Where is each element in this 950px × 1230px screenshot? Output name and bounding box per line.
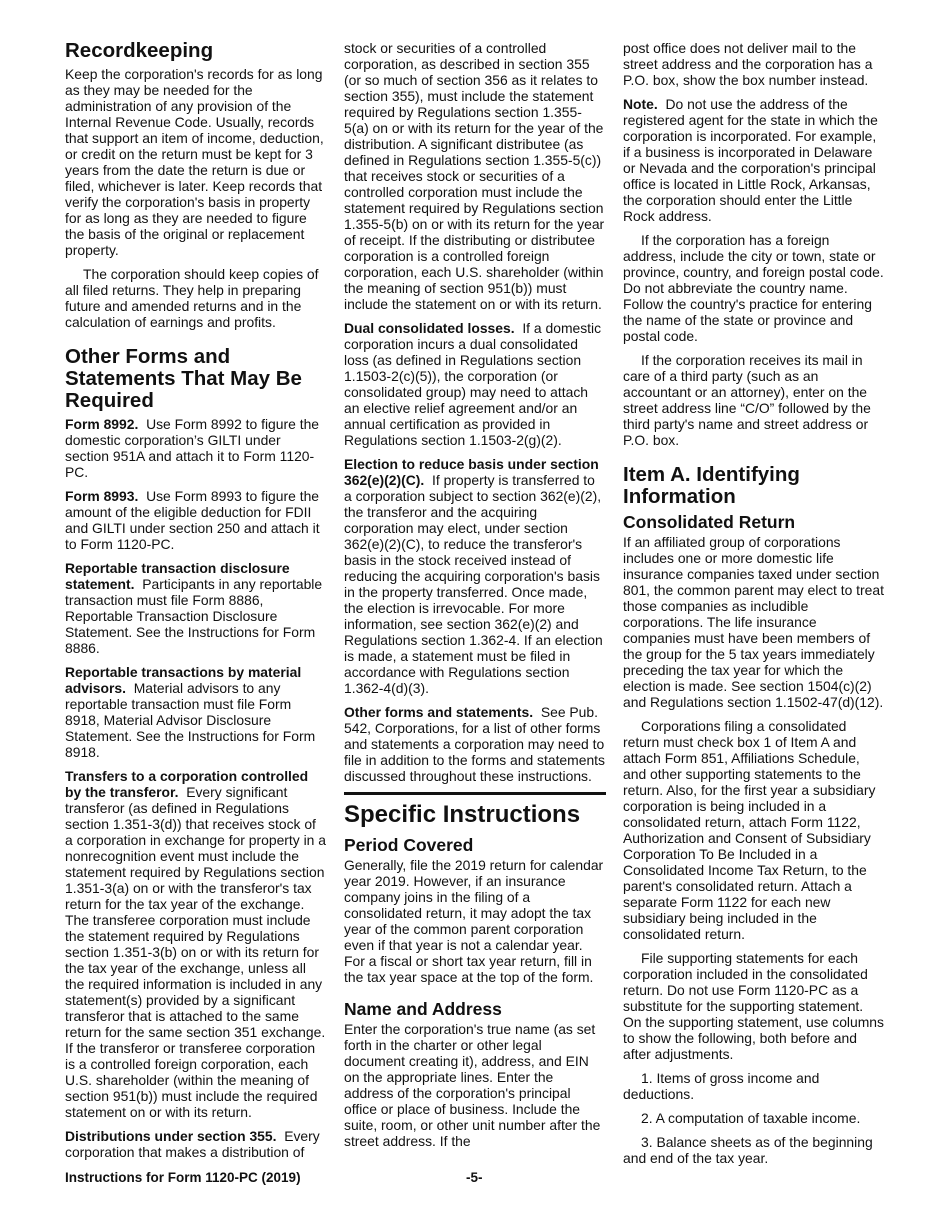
paragraph-transfers-controlled: [65, 768, 327, 1120]
paragraph-election-reduce-basis: [344, 456, 606, 696]
label-transfers-controlled: Transfers to a corporation controlled by the transferor.: [65, 768, 309, 800]
list-item-3: 3. Balance sheets as of the beginning and end of the tax year.: [623, 1134, 873, 1166]
label-material-advisors: Reportable transactions by material advisors.: [65, 664, 302, 696]
footer-form-title: Instructions for Form 1120-PC (2019): [65, 1170, 301, 1185]
text-distributions-355: Every corporation that makes a distribution of: [65, 1128, 320, 1160]
label-election-reduce-basis: Election to reduce basis under section 362(e)(2)(C).: [344, 456, 599, 488]
text-reportable-disclosure: Participants in any reportable transaction must file Form 8886, Reportable Transaction Disclosure Statement. See the Instructions for Form 8886.: [65, 576, 323, 656]
paragraph-distributions-continued: stock or securities of a controlled corporation, as described in section 355 (or so much of section 356 as it relates to section 355), must include the statement required by Regulations section 1.355-5(a) on or with its return for the year of the distribution. A significant distributee (as defined in Regulations section 1.355-5(c)) that receives stock or securities of a controlled corporation must include the statement required by Regulations section 1.355-5(b) on or with its return for the year of receipt. If the distributing or distributee corporation is a controlled foreign corporation, each U.S. shareholder (within the meaning of section 951(b)) must include the statement on or with its return.: [344, 40, 605, 312]
paragraph-note: [623, 96, 885, 224]
paragraph-reportable-disclosure: [65, 560, 327, 656]
column-left: [65, 40, 327, 1168]
text-form-8992: Use Form 8992 to figure the domestic corporation’s GILTI under section 951A and attach it to Form 1120-PC.: [65, 416, 320, 480]
label-other-forms-statements: Other forms and statements.: [344, 704, 534, 720]
label-reportable-disclosure: Reportable transaction disclosure statement.: [65, 560, 290, 592]
paragraph-supporting-statements: File supporting statements for each corporation included in the consolidated return. Do not use Form 1120-PC as a substitute for the supporting statement. On the supporting statement, use columns to show the following, both before and after adjustments.: [623, 950, 884, 1062]
paragraph-consolidated-filing: Corporations filing a consolidated return must check box 1 of Item A and attach Form 851, Affiliations Schedule, and other supporting statements to the return. Also, for the first year a subsidiary corporation is being included in a consolidated return, attach Form 1122, Authorization and Consent of Subsidiary Corporation To Be Included in a Consolidated Income Tax Return, to the parent's consolidated return. Attach a separate Form 1122 for each new subsidiary being included in the consolidated return.: [623, 718, 876, 942]
text-note: Do not use the address of the registered agent for the state in which the corporation is incorporated. For example, if a business is incorporated in Delaware or Nevada and the corporation's principal office is located in Little Rock, Arkansas, the corporation should enter the Little Rock address.: [623, 96, 878, 224]
paragraph-recordkeeping: Keep the corporation's records for as long as they may be needed for the administration of any provision of the Internal Revenue Code. Usually, records that support an item of income, deduction, or credit on the return must be kept for 3 years from the date the return is due or filed, whichever is later. Keep records that verify the corporation's basis in property for as long as they are needed to figure the basis of the original or replacement property.: [65, 66, 324, 258]
paragraph-distributions-355: [65, 1128, 327, 1160]
text-transfers-controlled: Every significant transferor (as defined in Regulations section 1.351-3(d)) that receives stock of a corporation in exchange for property in a nonrecognition event must include the statement required by Regulations section 1.351-3(a) on or with the transferor's tax return for the tax year of the exchange. The transferee corporation must include the statement required by Regulations section 1.351-3(b) on or with its return for the tax year of the exchange, unless all the required information is included in any statement(s) provided by a significant transferor that is attached to the same return for the same section 351 exchange. If the transferor or transferee corporation is a controlled foreign corporation, each U.S. shareholder (within the meaning of section 951(b)) must include the required statement on or with its return.: [65, 784, 326, 1120]
paragraph-other-forms-statements: [344, 704, 606, 784]
text-other-forms-statements: See Pub. 542, Corporations, for a list of other forms and statements a corporation may need to file in addition to the forms and statements discussed throughout these instructions.: [344, 704, 605, 784]
heading-specific-instructions: Specific Instructions: [344, 792, 606, 829]
column-right: [623, 40, 885, 1174]
heading-consolidated-return: Consolidated Return: [623, 512, 796, 532]
heading-recordkeeping: Recordkeeping: [65, 39, 214, 62]
label-form-8993: Form 8993.: [65, 488, 139, 504]
paragraph-period-covered: Generally, file the 2019 return for calendar year 2019. However, if an insurance company joins in the filing of a consolidated return, it may adopt the tax year of the common parent corporation even if that year is not a calendar year. For a fiscal or short tax year return, fill in the tax year space at the top of the form.: [344, 857, 604, 985]
text-election-reduce-basis: If property is transferred to a corporation subject to section 362(e)(2), the transferor and the acquiring corporation may elect, under section 362(e)(2)(C), to reduce the transferor's basis in the stock received instead of reducing the acquiring corporation's basis in the property transferred. Once made, the election is irrevocable. For more information, see section 362(e)(2) and Regulations section 1.362-4. If an election is made, a statement must be filed in accordance with Regulations section 1.362-4(d)(3).: [344, 472, 603, 696]
text-dual-consolidated: If a domestic corporation incurs a dual consolidated loss (as defined in Regulations section 1.1503-2(c)(5)), the corporation (or consolidated group) may need to attach an elective relief agreement and/or an annual certification as provided in Regulations section 1.1503-2(g)(2).: [344, 320, 602, 448]
paragraph-po-box: post office does not deliver mail to the street address and the corporation has a P.O. box, show the box number instead.: [623, 40, 873, 88]
paragraph-name-address: Enter the corporation's true name (as set forth in the charter or other legal document creating it), address, and EIN on the appropriate lines. Enter the address of the corporation's principal office or place of business. Include the suite, room, or other unit number after the street address. If the: [344, 1021, 601, 1149]
paragraph-form-8993: [65, 488, 327, 552]
text-material-advisors: Material advisors to any reportable transaction must file Form 8918, Material Advisor Disclosure Statement. See the Instructions for Form 8918.: [65, 680, 316, 760]
column-middle: [344, 40, 606, 1157]
label-dual-consolidated: Dual consolidated losses.: [344, 320, 515, 336]
heading-other-forms: Other Forms and Statements That May Be Required: [65, 345, 302, 412]
list-item-1: 1. Items of gross income and deductions.: [623, 1070, 820, 1102]
paragraph-care-of: If the corporation receives its mail in care of a third party (such as an accountant or an attorney), enter on the street address line “C/O” followed by the third party's name and street address or P.O. box.: [623, 352, 871, 448]
paragraph-affiliated-group: If an affiliated group of corporations includes one or more domestic life insurance companies taxed under section 801, the common parent may elect to treat those companies as includible corporations. The life insurance companies must have been members of the group for the 5 tax years immediately preceding the tax year for which the election is made. See section 1504(c)(2) and Regulations section 1.1502-47(d)(12).: [623, 534, 884, 710]
text-form-8993: Use Form 8993 to figure the amount of the eligible deduction for FDII and GILTI under section 250 and attach it to Form 1120-PC.: [65, 488, 320, 552]
paragraph-form-8992: [65, 416, 327, 480]
paragraph-foreign-address: If the corporation has a foreign address, include the city or town, state or province, country, and foreign postal code. Do not abbreviate the country name. Follow the country's practice for entering the name of the state or province and postal code.: [623, 232, 884, 344]
paragraph-material-advisors: [65, 664, 327, 760]
label-form-8992: Form 8992.: [65, 416, 139, 432]
paragraph-dual-consolidated: [344, 320, 606, 448]
paragraph-keep-copies: The corporation should keep copies of all filed returns. They help in preparing future and amended returns and in the calculation of earnings and profits.: [65, 266, 319, 330]
heading-name-address: Name and Address: [344, 999, 502, 1019]
label-distributions-355: Distributions under section 355.: [65, 1128, 277, 1144]
footer-page-number: -5-: [466, 1170, 483, 1185]
list-item-2: 2. A computation of taxable income.: [641, 1110, 861, 1126]
label-note: Note.: [623, 96, 658, 112]
heading-item-a: Item A. Identifying Information: [623, 463, 800, 508]
heading-period-covered: Period Covered: [344, 835, 474, 855]
